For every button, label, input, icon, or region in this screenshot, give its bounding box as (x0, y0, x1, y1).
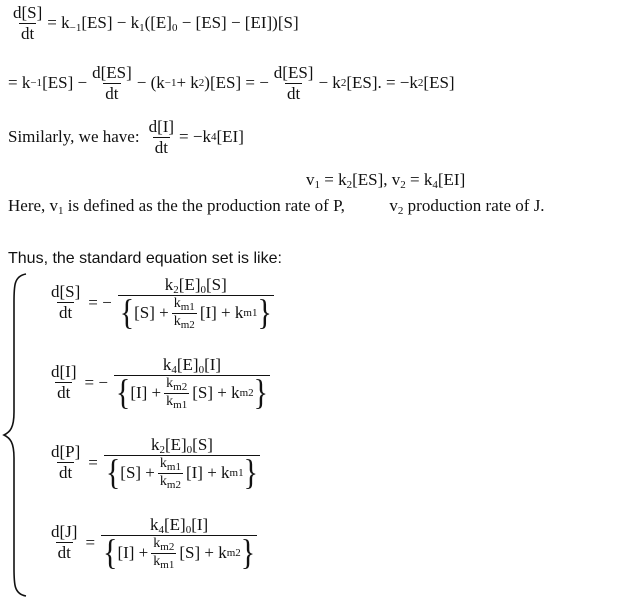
term: k (150, 435, 160, 454)
denominator: { [S] + $\frac{k_{m1}}{k_{m2}}$ [I] + k m1 } (105, 452, 259, 493)
term: [S] + (134, 303, 169, 323)
subscript: 2 (159, 444, 165, 456)
subscript: 0 (171, 22, 178, 35)
numerator: d[ES] (92, 63, 132, 82)
operator: = (85, 532, 96, 552)
numerator: d[S] (13, 3, 43, 22)
subscript: 0 (185, 524, 192, 536)
subscript: 1 (139, 22, 145, 35)
term: [E] (164, 435, 187, 454)
term: )[ES] = − (204, 73, 269, 93)
right-curly-brace-icon: } (240, 532, 256, 573)
equation-dI-dt: Similarly, we have: $\frac{d[I]}{dt}$ = −k 4 [EI] (8, 117, 244, 157)
term: [ES] (423, 73, 455, 93)
term: [I] + k (199, 303, 244, 323)
denominator: dt (287, 83, 301, 103)
rhs-fraction (104, 435, 260, 493)
rhs-fraction (114, 355, 270, 413)
term: k (153, 553, 161, 569)
term: v (306, 170, 315, 189)
term: = k (320, 170, 347, 189)
system-equation-4 (46, 515, 260, 573)
term: v (389, 196, 398, 215)
subscript: m2 (173, 380, 188, 393)
term: [E] (178, 275, 201, 294)
term: k (162, 355, 172, 374)
term: [I] (204, 355, 222, 374)
term: = k (8, 73, 31, 93)
right-curly-brace-icon: } (243, 452, 259, 493)
rate-explanation (8, 196, 545, 216)
operator: = (88, 452, 98, 472)
subscript: 2 (346, 179, 353, 191)
term: = k (405, 170, 433, 189)
term: Here, v (8, 196, 59, 215)
left-curly-brace-icon: { (105, 452, 121, 493)
denominator (172, 313, 197, 330)
lhs-fraction (49, 363, 78, 402)
subscript: 4 (171, 364, 177, 376)
term: k (153, 535, 161, 551)
numerator (164, 377, 189, 393)
term: = k (47, 13, 70, 33)
term: [I] + (117, 543, 149, 563)
term: [S] (206, 275, 227, 294)
system-equation-3 (46, 435, 263, 493)
subscript: m1 (173, 398, 188, 411)
term: [I] + (130, 383, 162, 403)
denominator: dt (105, 83, 119, 103)
fraction-dS-dt (11, 4, 44, 43)
left-curly-brace-icon: { (119, 292, 135, 333)
ratio-fraction (164, 377, 189, 409)
numerator (172, 297, 197, 313)
denominator: dt (57, 543, 71, 563)
denominator (158, 473, 183, 490)
lhs-fraction (49, 523, 79, 562)
subscript: 1 (58, 205, 64, 217)
term: k (166, 375, 174, 391)
fraction-dI-dt (147, 118, 176, 157)
term: [ES], v (352, 170, 401, 189)
term: [S] + k (179, 543, 227, 563)
left-curly-brace-icon: { (115, 372, 131, 413)
numerator (148, 516, 210, 535)
numerator: d[J] (51, 522, 78, 542)
term: k (164, 275, 174, 294)
term: k (150, 515, 159, 534)
denominator (151, 553, 176, 570)
rhs (47, 13, 298, 33)
denominator: dt (59, 303, 73, 323)
term: is defined as the the production rate of P, (63, 196, 345, 215)
term: [I] + k (185, 463, 230, 483)
term: [EI] (437, 170, 466, 189)
intro-text: Thus, the standard equation set is like: (8, 250, 282, 267)
subscript: 4 (432, 179, 438, 191)
term: − [ES] − [EI])[S] (177, 13, 299, 33)
prefix-text: Similarly, we have: (8, 127, 140, 147)
denominator: { [S] + $\frac{k_{m1}}{k_{m2}}$ [I] + k m1 } (119, 292, 272, 333)
numerator (161, 356, 223, 375)
subscript: 0 (198, 364, 205, 376)
numerator (151, 537, 176, 553)
numerator: d[S] (51, 282, 81, 302)
rhs-fraction (118, 275, 274, 333)
term: [S] (192, 435, 213, 454)
system-equation-2 (46, 355, 273, 413)
numerator: d[I] (148, 117, 175, 136)
term: [ES] − (42, 73, 88, 93)
term: [I] (191, 515, 209, 534)
equation-dS-dt-expanded (8, 4, 299, 43)
term: − (k (136, 73, 165, 93)
rhs-fraction (101, 515, 257, 573)
subscript: m2 (180, 318, 195, 331)
fraction-dES-dt (90, 64, 134, 103)
numerator (149, 436, 215, 455)
subscript: 1 (314, 179, 320, 191)
subscript: m1 (180, 300, 195, 313)
term: [E] (164, 515, 186, 534)
right-curly-brace-icon: } (257, 292, 272, 333)
operator: = − (84, 372, 108, 392)
denominator: { [I] + $\frac{k_{m2}}{k_{m1}}$ [S] + k m2 } (103, 532, 256, 573)
system-equation-1 (46, 275, 277, 333)
subscript: m2 (166, 478, 181, 491)
subscript: m1 (160, 558, 175, 571)
term: [E] (176, 355, 199, 374)
subscript: 2 (397, 205, 404, 217)
subscript: −1 (69, 22, 82, 35)
term: − k (318, 73, 341, 93)
term: k (173, 295, 181, 311)
left-curly-brace-icon: { (103, 532, 118, 573)
term: = −k (179, 127, 211, 147)
subscript: 0 (200, 284, 206, 296)
denominator: dt (21, 23, 35, 43)
term: k (159, 473, 167, 489)
term: [ES] − k (81, 13, 140, 33)
subscript: 4 (158, 524, 165, 536)
numerator: d[ES] (273, 63, 314, 82)
term: k (166, 393, 174, 409)
numerator (158, 457, 183, 473)
subscript: 2 (400, 179, 406, 191)
term: [S] + k (192, 383, 240, 403)
subscript: m1 (166, 460, 181, 473)
denominator: dt (59, 463, 73, 483)
term: [ES]. = −k (346, 73, 418, 93)
subscript: 2 (173, 284, 179, 296)
denominator: dt (57, 383, 71, 403)
term: k (173, 313, 181, 329)
term: production rate of J. (403, 196, 545, 215)
subscript: m2 (160, 540, 175, 553)
term: k (159, 455, 167, 471)
equation-simplification: = k −1 [ES] − $\frac{d[ES]}{dt}$ − (k −1 + k 2 )[ES] = − $\frac{d[ES]}{dt}$ − k 2 [ES]. = −k 2 [ES] (8, 63, 455, 103)
term: ([E] (144, 13, 172, 33)
term: [EI] (216, 127, 244, 147)
term: + k (176, 73, 199, 93)
operator: = − (88, 292, 112, 312)
ratio-fraction (158, 457, 183, 489)
ratio-fraction (172, 297, 197, 329)
denominator: { [I] + $\frac{k_{m2}}{k_{m1}}$ [S] + k m2 } (115, 372, 269, 413)
numerator: d[I] (51, 362, 77, 382)
system-brace-icon (2, 272, 28, 598)
denominator: dt (154, 137, 168, 157)
right-curly-brace-icon: } (253, 372, 269, 413)
rate-definitions (306, 170, 465, 190)
ratio-fraction (151, 537, 176, 569)
subscript: 0 (186, 444, 193, 456)
numerator: d[P] (51, 442, 81, 462)
lhs-fraction (49, 443, 82, 482)
denominator (164, 393, 189, 410)
numerator (163, 276, 229, 295)
term: [S] + (120, 463, 155, 483)
lhs-fraction (49, 283, 82, 322)
fraction-dES-dt-2 (272, 64, 316, 103)
